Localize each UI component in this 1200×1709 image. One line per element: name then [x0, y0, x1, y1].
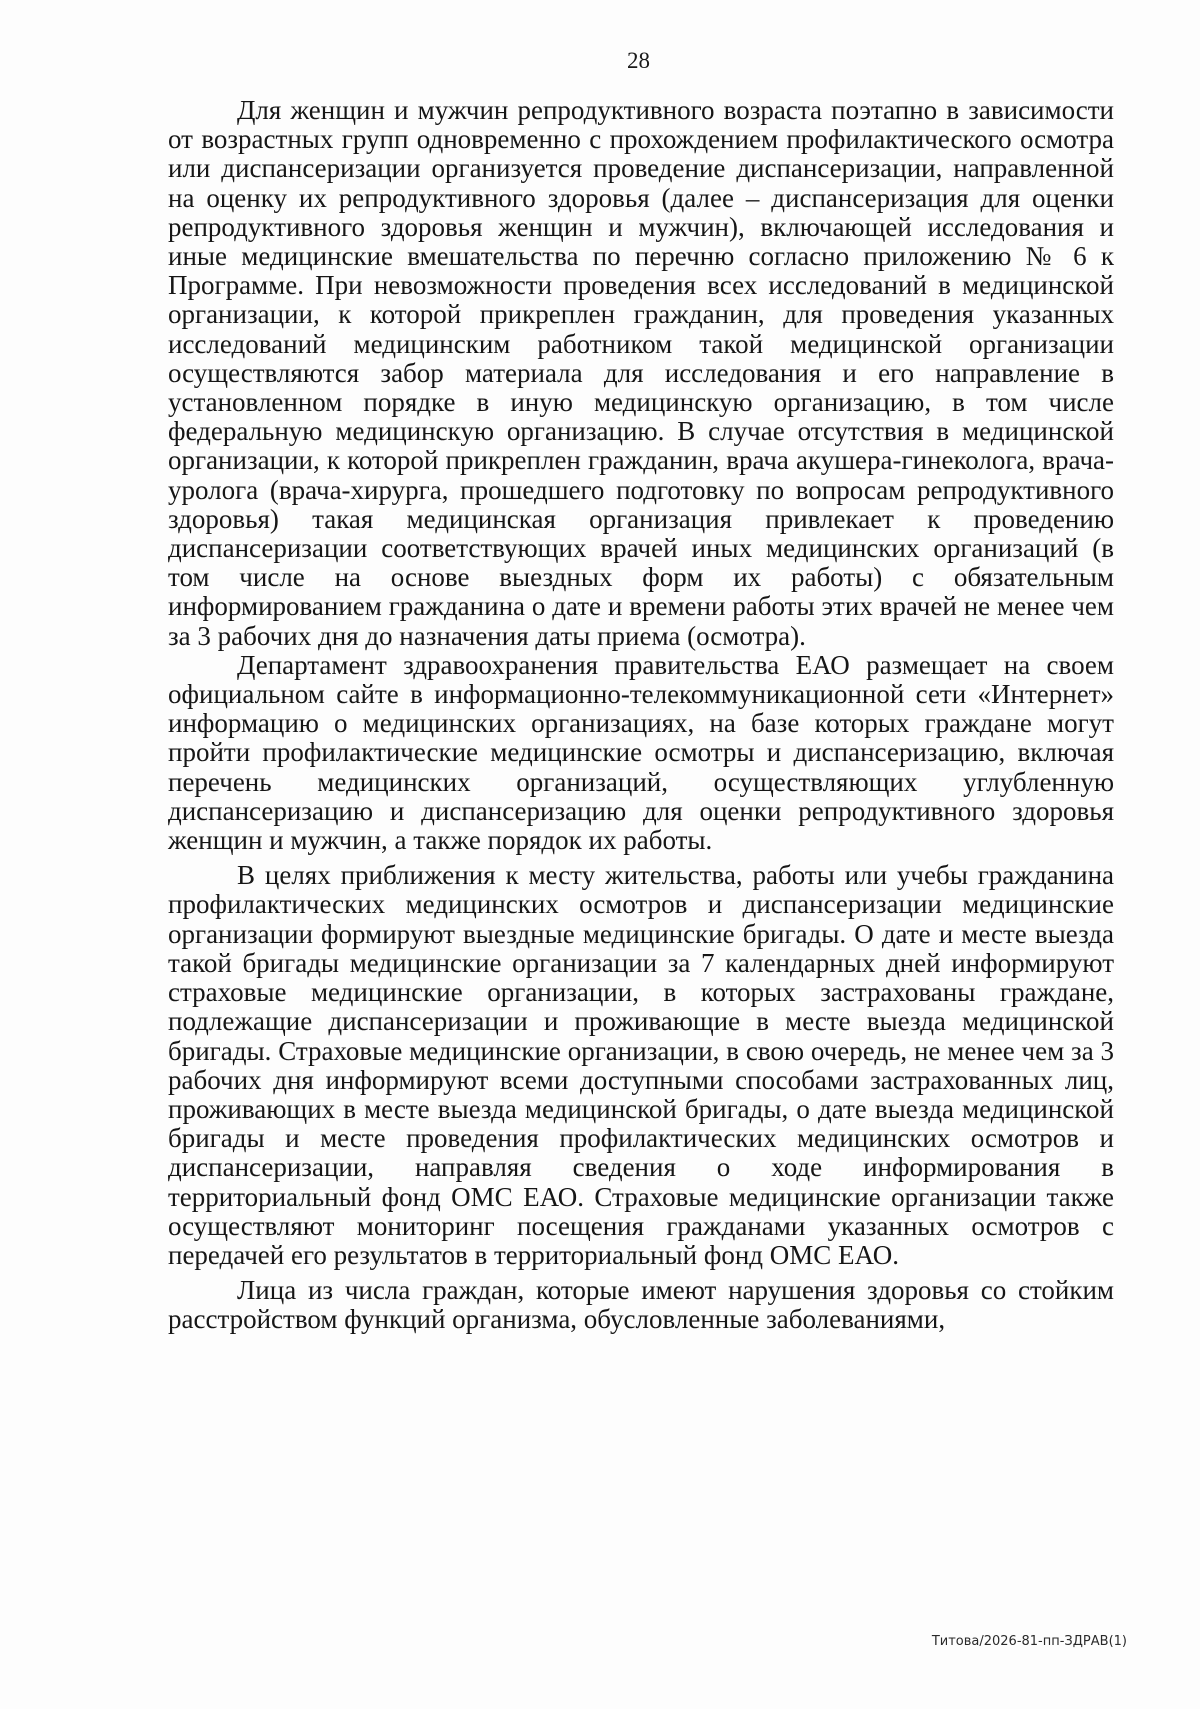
paragraph-mobile-medical-teams: В целях приближения к месту жительства, работы или учебы гражданина профилактических медицинских осмотров и диспансеризации медицинские организации формируют выездные медицинские бригады. О дате и месте выезда такой бригады медицинские организации за 7 календарных дней информируют страховые медицинские организации, в которых застрахованы граждане, подлежащие диспансеризации и проживающие в месте выезда медицинской бригады. Страховые медицинские организации, в свою очередь, не менее чем за 3 рабочих дня информируют всеми доступными способами застрахованных лиц, проживающих в месте выезда медицинской бригады, о дате выезда медицинской бригады и месте проведения профилактических медицинских осмотров и диспансеризации, направляя сведения о ходе информирования в территориальный фонд ОМС ЕАО. Страховые медицинские организации также осуществляют мониторинг посещения гражданами указанных осмотров с передачей его результатов в территориальный фонд ОМС ЕАО.: [168, 860, 1114, 1270]
paragraph-persons-with-disabilities: Лица из числа граждан, которые имеют нарушения здоровья со стойким расстройством функций организма, обусловленные заболеваниями,: [168, 1275, 1114, 1335]
document-body: [168, 96, 1114, 1335]
paragraph-department-website-info: Департамент здравоохранения правительства ЕАО размещает на своем официальном сайте в информационно-телекоммуникационной сети «Интернет» информацию о медицинских организациях, на базе которых граждане могут пройти профилактические медицинские осмотры и диспансеризацию, включая перечень медицинских организаций, осуществляющих углубленную диспансеризацию и диспансеризацию для оценки репродуктивного здоровья женщин и мужчин, а также порядок их работы.: [168, 649, 1114, 856]
paragraph-reproductive-health-screening: Для женщин и мужчин репродуктивного возраста поэтапно в зависимости от возрастных групп одновременно с прохождением профилактического осмотра или диспансеризации организуется проведение диспансеризации, направленной на оценку их репродуктивного здоровья (далее – диспансеризация для оценки репродуктивного здоровья женщин и мужчин), включающей исследования и иные медицинские вмешательства по перечню согласно приложению № 6 к Программе. При невозможности проведения всех исследований в медицинской организации, к которой прикреплен гражданин, для проведения указанных исследований медицинским работником такой медицинской организации осуществляются забор материала для исследования и его направление в установленном порядке в иную медицинскую организацию, в том числе федеральную медицинскую организацию. В случае отсутствия в медицинской организации, к которой прикреплен гражданин, врача акушера-гинеколога, врача-уролога (врача-хирурга, прошедшего подготовку по вопросам репродуктивного здоровья) такая медицинская организация привлекает к проведению диспансеризации соответствующих врачей иных медицинских организаций (в том числе на основе выездных форм их работы) с обязательным информированием гражданина о дате и времени работы этих врачей не менее чем за 3 рабочих дня до назначения даты приема (осмотра).: [168, 95, 1114, 651]
footer-document-reference: Титова/2026-81-пп-ЗДРАВ(1): [931, 1634, 1127, 1649]
page-number: 28: [627, 48, 650, 73]
